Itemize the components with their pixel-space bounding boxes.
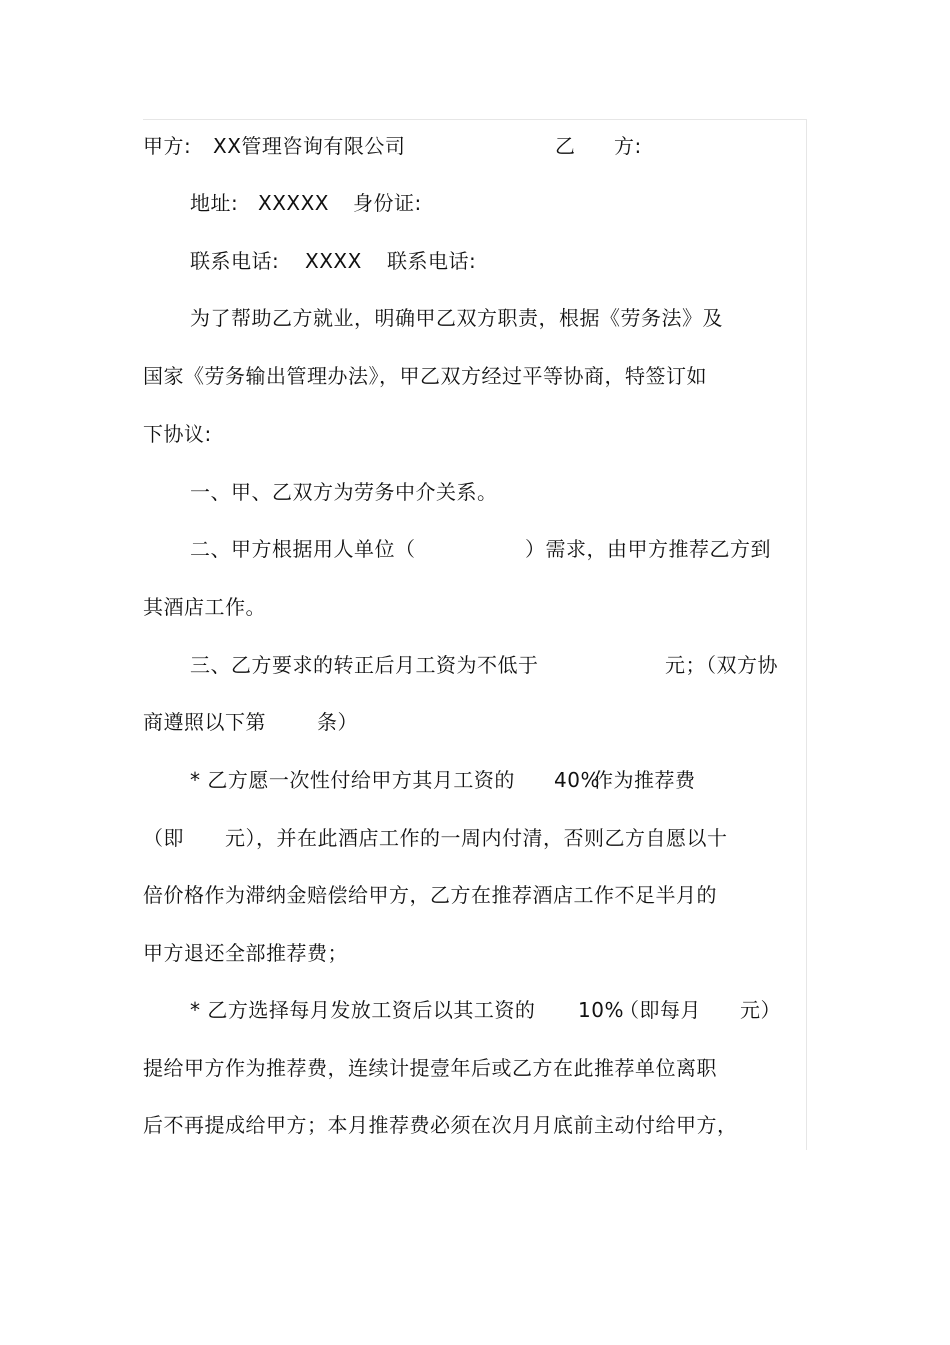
clause-1: 一、甲、乙双方为劳务中介关系。 [190,480,498,504]
clause-3-line-2-part-a: 商遵照以下第 [143,710,266,734]
option-1-line-3: 倍价格作为滞纳金赔偿给甲方，乙方在推荐酒店工作不足半月的 [143,883,717,907]
option-1-percent: 40% [554,768,600,792]
phone-a-value: XXXX [305,249,362,273]
address-label: 地址: [190,191,239,215]
party-b-label-2: 方: [614,134,642,158]
clause-3-part-a: 三、乙方要求的转正后月工资为不低于 [190,653,539,677]
clause-2-part-a: 二、甲方根据用人单位（ [190,537,416,561]
option-2-percent: 10% [578,998,624,1022]
option-2-line-3: 后不再提成给甲方；本月推荐费必须在次月月底前主动付给甲方， [143,1113,738,1137]
id-label: 身份证: [353,191,422,215]
clause-3-part-b: 元；（双方协 [665,653,778,677]
option-1-line-2-part-b: 元），并在此酒店工作的一周内付清，否则乙方自愿以十 [225,826,728,850]
option-1-part-b: 作为推荐费 [593,768,696,792]
party-a-value: XX管理咨询有限公司 [213,134,406,158]
clause-3-line-2-part-b: 条） [317,710,358,734]
clause-2-line-2: 其酒店工作。 [143,595,266,619]
intro-line-1: 为了帮助乙方就业，明确甲乙双方职责，根据《劳务法》及 [190,306,723,330]
option-1-line-2-part-a: （即 [143,826,184,850]
address-value: XXXXX [258,191,330,215]
intro-line-3: 下协议: [143,422,212,446]
clause-2-part-b: ）需求，由甲方推荐乙方到 [525,537,771,561]
option-2-part-b: （即每月 [619,998,701,1022]
party-b-label-1: 乙 [555,134,576,158]
party-a-label: 甲方: [143,134,192,158]
intro-line-2: 国家《劳务输出管理办法》，甲乙双方经过平等协商，特签订如 [143,364,707,388]
phone-b-label: 联系电话: [387,249,477,273]
option-2-part-c: 元） [740,998,781,1022]
option-2-line-2: 提给甲方作为推荐费，连续计提壹年后或乙方在此推荐单位离职 [143,1056,717,1080]
phone-a-label: 联系电话: [190,249,280,273]
option-1-part-a: * 乙方愿一次性付给甲方其月工资的 [190,768,515,792]
option-1-line-4: 甲方退还全部推荐费； [143,941,348,965]
option-2-part-a: * 乙方选择每月发放工资后以其工资的 [190,998,536,1022]
